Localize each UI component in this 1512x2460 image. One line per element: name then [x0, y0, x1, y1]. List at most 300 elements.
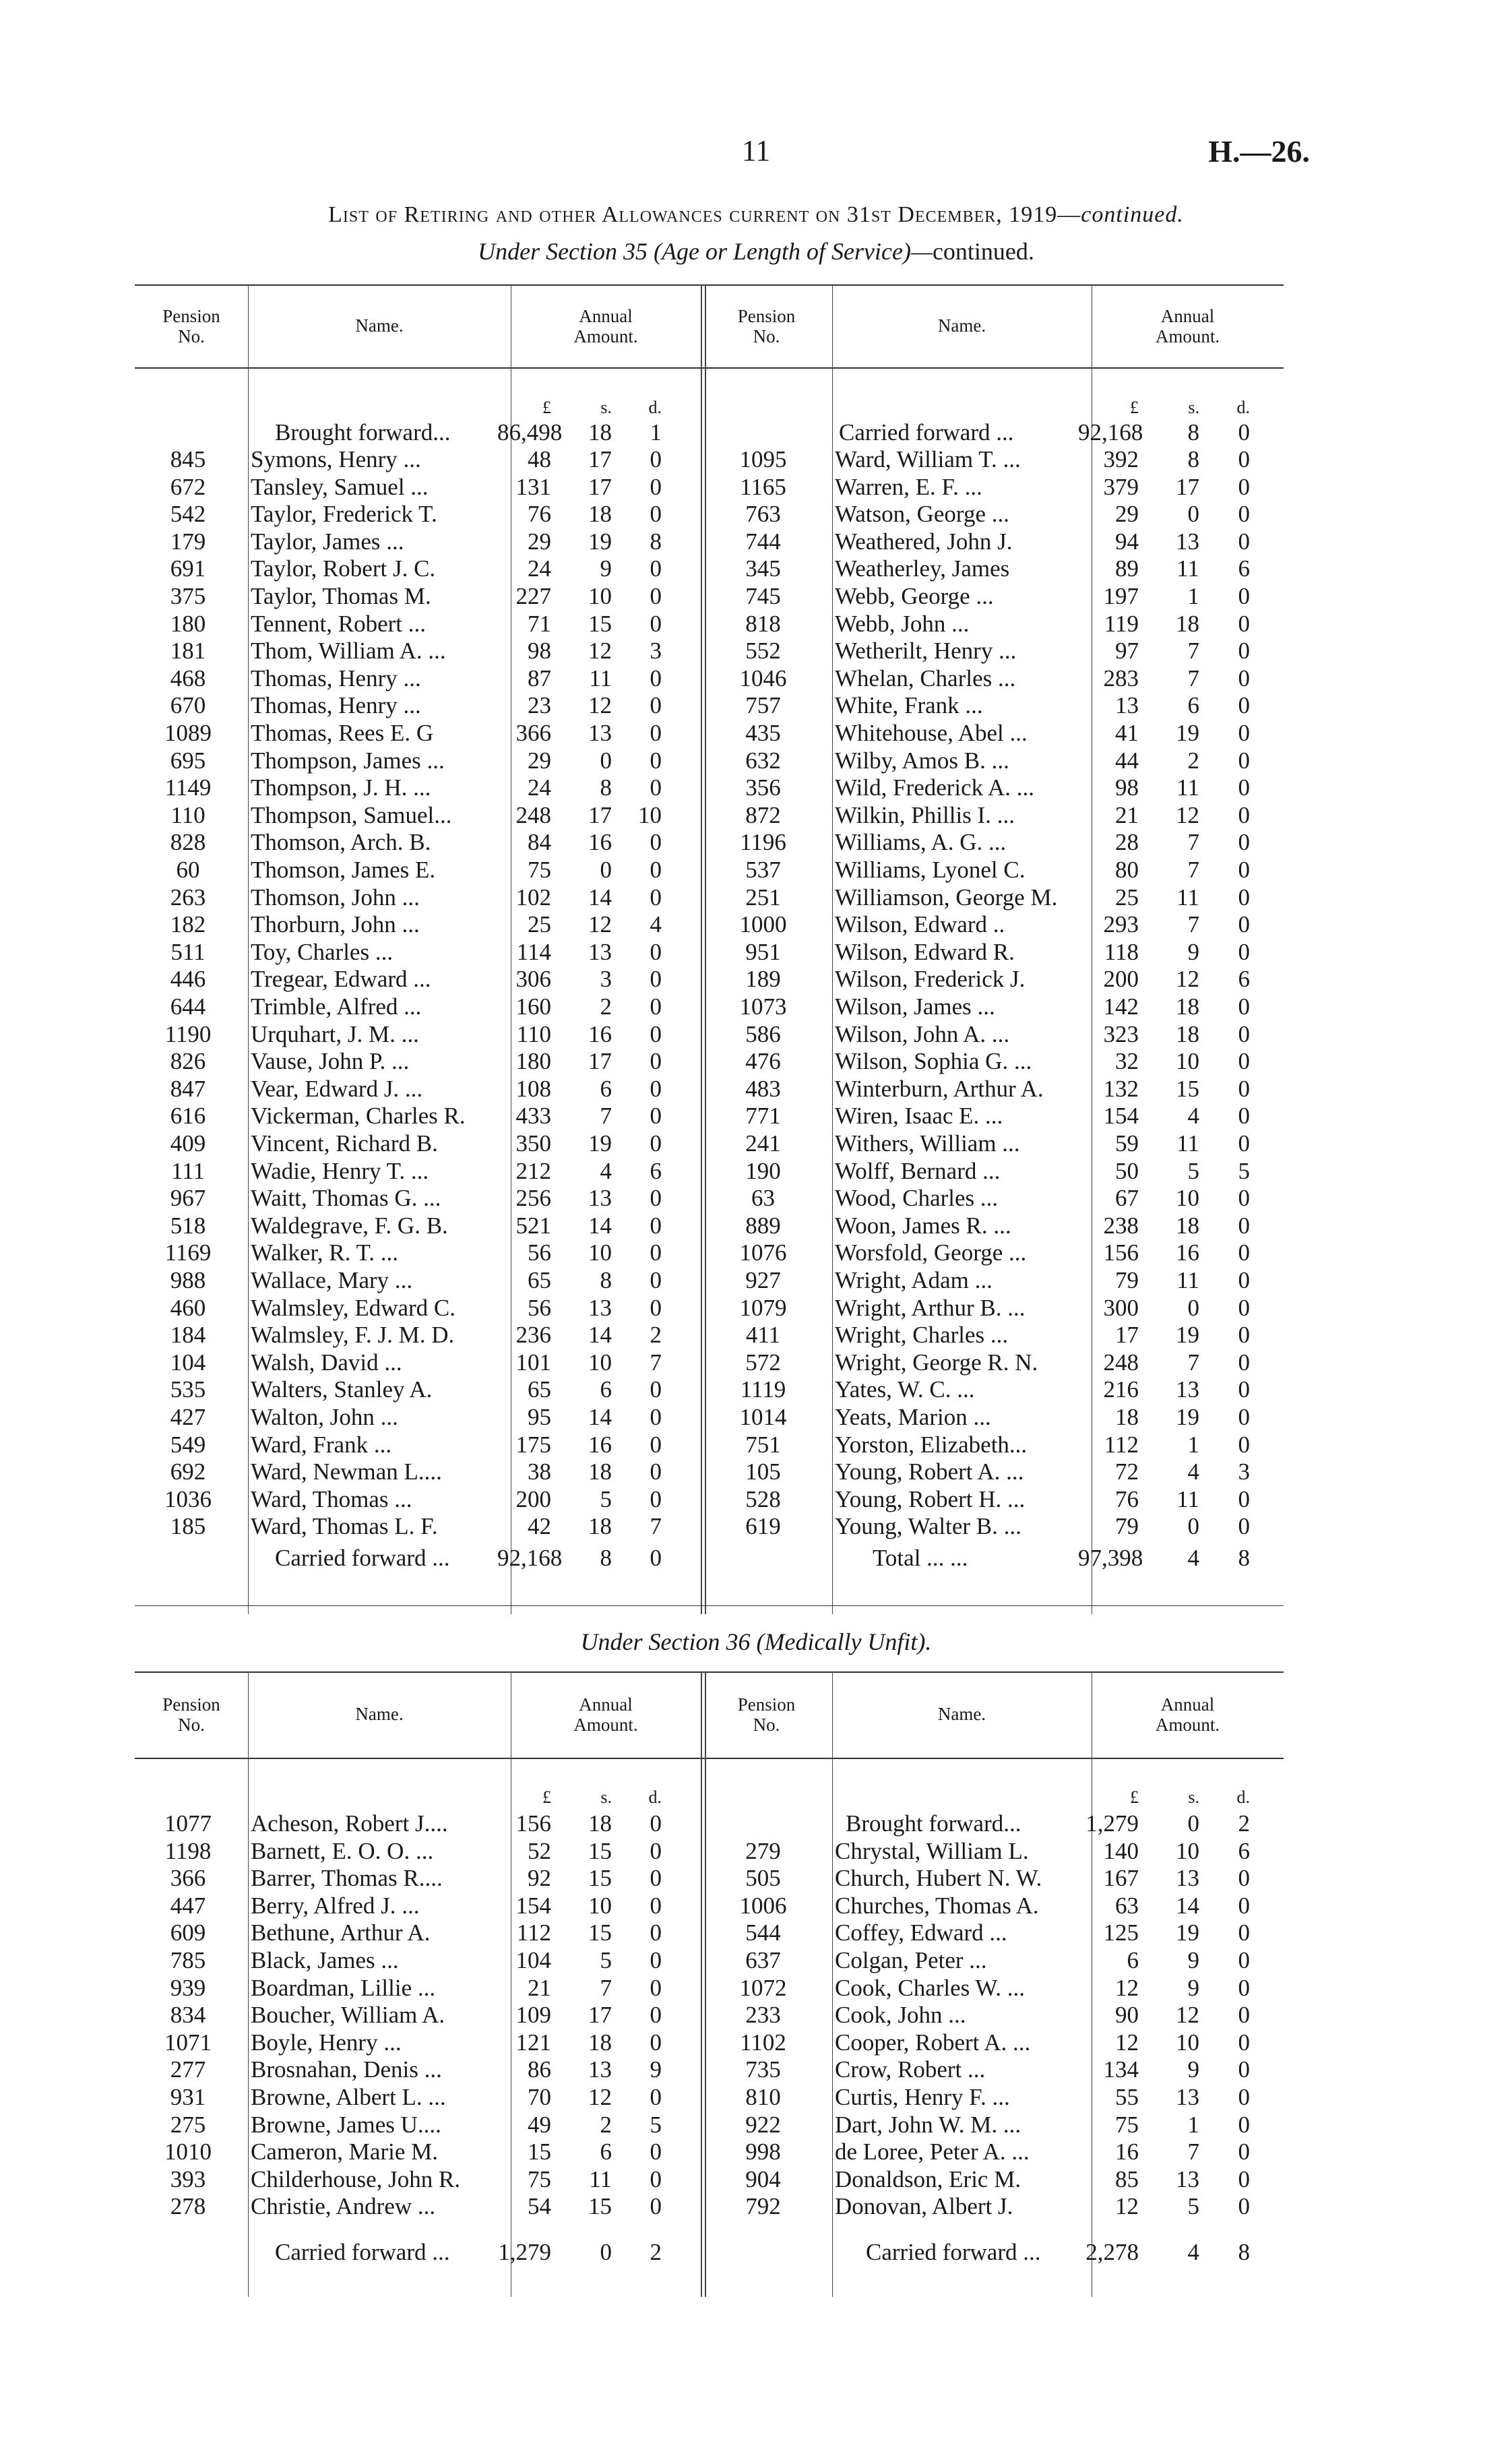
pensioner-name: Waldegrave, F. G. B.: [251, 1212, 448, 1239]
pensioner-name: Boucher, William A.: [251, 2002, 445, 2029]
table-row: [701, 1919, 1284, 1946]
annual-amount-shillings: 19: [588, 1130, 612, 1157]
annual-amount-pounds: 38: [528, 1458, 551, 1485]
annual-amount-shillings: 19: [1176, 1322, 1199, 1349]
annual-amount-pounds: 433: [515, 1103, 551, 1130]
annual-amount-shillings: 7: [1187, 2139, 1199, 2165]
annual-amount-pence: 0: [650, 1810, 662, 1837]
annual-amount-shillings: 2: [1187, 747, 1199, 774]
title-main: List of Retiring and other Allowances current on 31st December, 1919—: [328, 202, 1081, 227]
pensioner-name: Waitt, Thomas G. ...: [251, 1185, 441, 1212]
sec36-right-name-header: Name.: [937, 1704, 986, 1724]
annual-amount-shillings: 11: [1176, 1130, 1199, 1157]
annual-amount-pounds: 197: [1103, 583, 1139, 609]
annual-amount-shillings: 0: [600, 857, 612, 883]
pension-no-label: Pension: [737, 305, 796, 326]
pension-no-label: Pension: [162, 305, 220, 326]
pensioner-name: Wilson, Frederick J.: [835, 966, 1026, 993]
annual-amount-pounds: 248: [1103, 1349, 1139, 1376]
pension-no: 185: [170, 1513, 206, 1540]
pensioner-name: Withers, William ...: [835, 1130, 1020, 1157]
annual-amount-shillings: 18: [1176, 1020, 1199, 1047]
pension-no: 818: [745, 610, 781, 637]
pensioner-name: Yates, W. C. ...: [835, 1376, 975, 1403]
annual-amount-shillings: 10: [1176, 1048, 1199, 1075]
pensioner-name: Black, James ...: [251, 1947, 399, 1973]
annual-amount-pounds: 41: [1115, 720, 1139, 746]
table-row: [701, 2112, 1284, 2139]
annual-amount-pence: 0: [1238, 1239, 1250, 1266]
annual-amount-pounds: 54: [528, 2193, 551, 2220]
annual-amount-shillings: 12: [588, 638, 612, 665]
annual-amount-pence: 0: [650, 1239, 662, 1266]
pension-no: 1072: [739, 1974, 787, 2001]
annual-amount-pence: 0: [650, 774, 662, 801]
annual-amount-pounds: 24: [528, 774, 551, 801]
annual-amount-pence: 6: [1238, 1837, 1250, 1864]
pension-no: 411: [745, 1322, 781, 1349]
pensioner-name: Taylor, Robert J. C.: [251, 555, 436, 582]
pension-no-label: Pension: [737, 1694, 796, 1715]
annual-amount-pounds: 110: [516, 1020, 551, 1047]
annual-amount-shillings: 12: [588, 911, 612, 938]
pensioner-name: Watson, George ...: [835, 501, 1009, 528]
pension-no-label: Pension: [162, 1694, 220, 1715]
pension-no: 872: [745, 801, 781, 828]
pensioner-name: Church, Hubert N. W.: [835, 1865, 1042, 1892]
sec35-left-pound-unit: £: [542, 398, 551, 417]
pensioner-name: Taylor, Thomas M.: [251, 583, 431, 609]
annual-amount-shillings: 16: [588, 1431, 612, 1458]
pensioner-name: Walsh, David ...: [251, 1349, 402, 1376]
sec35-left-brought-forward-pounds: 86,498: [497, 419, 563, 445]
pensioner-name: Vincent, Richard B.: [251, 1130, 438, 1157]
annual-amount-pounds: 16: [1115, 2139, 1139, 2165]
pensioner-name: Tennent, Robert ...: [251, 610, 426, 637]
annual-amount-shillings: 15: [588, 1919, 612, 1946]
annual-amount-shillings: 18: [1176, 993, 1199, 1020]
annual-amount-pence: 0: [650, 1294, 662, 1321]
pension-no: 251: [745, 884, 781, 911]
annual-amount-shillings: 15: [588, 1837, 612, 1864]
pension-no: 1071: [164, 2029, 212, 2056]
pension-no: 792: [745, 2193, 781, 2220]
pensioner-name: Thomson, Arch. B.: [251, 829, 431, 856]
annual-amount-pounds: 95: [528, 1404, 551, 1430]
annual-amount-pence: 0: [1238, 583, 1250, 609]
table-row: [135, 2029, 701, 2056]
pensioner-name: Young, Walter B. ...: [835, 1513, 1021, 1540]
annual-amount-pounds: 175: [515, 1431, 551, 1458]
table-row: [135, 2166, 701, 2193]
annual-amount-shillings: 2: [600, 2111, 612, 2138]
sec36-right-brought-forward-pence: 2: [1238, 1810, 1250, 1837]
pensioner-name: Wilson, Edward R.: [835, 938, 1015, 965]
pension-no: 572: [745, 1349, 781, 1376]
annual-amount-shillings: 19: [1176, 1404, 1199, 1430]
annual-amount-pence: 0: [650, 1130, 662, 1157]
annual-amount-pounds: 23: [528, 692, 551, 719]
pension-no: 889: [745, 1212, 781, 1239]
annual-amount-pence: 0: [1238, 2029, 1250, 2056]
annual-amount-pounds: 154: [515, 1892, 551, 1919]
annual-amount-pence: 0: [650, 2139, 662, 2165]
annual-amount-pence: 0: [1238, 774, 1250, 801]
amount-label: Annual: [1160, 1694, 1215, 1715]
pensioner-name: Wilby, Amos B. ...: [835, 747, 1009, 774]
pension-no: 763: [745, 501, 781, 528]
pensioner-name: Chrystal, William L.: [835, 1837, 1029, 1864]
annual-amount-pounds: 200: [1103, 966, 1139, 993]
sec35-left-carried-forward-shillings: 8: [600, 1545, 612, 1571]
annual-amount-shillings: 7: [1187, 857, 1199, 883]
annual-amount-shillings: 15: [588, 610, 612, 637]
annual-amount-pounds: 98: [528, 638, 551, 665]
annual-amount-pounds: 89: [1115, 555, 1139, 582]
annual-amount-pence: 0: [1238, 884, 1250, 911]
annual-amount-shillings: 10: [588, 1349, 612, 1376]
pensioner-name: Taylor, Frederick T.: [251, 501, 437, 528]
page-number: 11: [741, 134, 771, 167]
annual-amount-pounds: 156: [515, 1810, 551, 1837]
annual-amount-pence: 6: [1238, 966, 1250, 993]
sec36-right-carried-forward-shillings: 4: [1187, 2239, 1199, 2265]
pension-no: 468: [170, 665, 206, 691]
annual-amount-pounds: 323: [1103, 1020, 1139, 1047]
pension-no: 180: [170, 610, 206, 637]
annual-amount-pence: 5: [650, 2111, 662, 2138]
pension-no: 366: [170, 1865, 206, 1892]
pension-no: 460: [170, 1294, 206, 1321]
annual-amount-pounds: 50: [1115, 1157, 1139, 1184]
annual-amount-shillings: 0: [1187, 501, 1199, 528]
pensioner-name: Worsfold, George ...: [835, 1239, 1027, 1266]
annual-amount-pence: 0: [650, 473, 662, 500]
annual-amount-pence: 0: [650, 1485, 662, 1512]
annual-amount-pence: 0: [1238, 993, 1250, 1020]
table-row: [135, 1893, 701, 1919]
pension-no: 632: [745, 747, 781, 774]
sec36-right-amount-header: [1092, 1694, 1284, 1735]
annual-amount-pence: 7: [650, 1349, 662, 1376]
pension-no: 278: [170, 2193, 206, 2220]
annual-amount-pounds: 21: [528, 1974, 551, 2001]
sec35-left-carried-forward-label: Carried forward ...: [275, 1545, 450, 1571]
annual-amount-pounds: 112: [1104, 1431, 1139, 1458]
annual-amount-pence: 0: [650, 1020, 662, 1047]
annual-amount-pounds: 90: [1115, 2002, 1139, 2029]
annual-amount-pounds: 80: [1115, 857, 1139, 883]
sec36-right-pension-no-header: [701, 1694, 832, 1735]
sec36-left-carried-forward-shillings: 0: [600, 2239, 612, 2265]
pension-no: 691: [170, 555, 206, 582]
annual-amount-pounds: 87: [528, 665, 551, 691]
annual-amount-pence: 0: [650, 1919, 662, 1946]
annual-amount-pence: 0: [650, 1865, 662, 1892]
annual-amount-pence: 0: [650, 665, 662, 691]
subtitle-section: Under Section 35 (Age or Length of Service)—: [478, 238, 933, 265]
annual-amount-shillings: 7: [1187, 665, 1199, 691]
table-row: [135, 2056, 701, 2083]
pensioner-name: Coffey, Edward ...: [835, 1919, 1007, 1946]
annual-amount-pounds: 132: [1103, 1075, 1139, 1102]
annual-amount-shillings: 13: [588, 2056, 612, 2083]
annual-amount-shillings: 11: [589, 2165, 612, 2192]
pensioner-name: Urquhart, J. M. ...: [251, 1020, 419, 1047]
pension-no: 189: [745, 966, 781, 993]
annual-amount-pounds: 97: [1115, 638, 1139, 665]
sec35-total-pounds: 97,398: [1078, 1545, 1143, 1571]
sec35-right-carried-forward-pounds: 92,168: [1078, 419, 1143, 445]
pension-no: 275: [170, 2111, 206, 2138]
table-row: [701, 2193, 1284, 2220]
annual-amount-pence: 0: [650, 857, 662, 883]
annual-amount-shillings: 16: [1176, 1239, 1199, 1266]
pensioner-name: Williams, A. G. ...: [835, 829, 1007, 856]
annual-amount-pence: 0: [1238, 1376, 1250, 1403]
pension-no: 637: [745, 1947, 781, 1973]
pensioner-name: Taylor, James ...: [251, 528, 404, 555]
annual-amount-pounds: 79: [1115, 1267, 1139, 1293]
annual-amount-shillings: 11: [1176, 884, 1199, 911]
pension-no: 427: [170, 1404, 206, 1430]
annual-amount-pounds: 65: [528, 1376, 551, 1403]
pension-no: 1079: [739, 1294, 787, 1321]
pension-no: 1006: [739, 1892, 787, 1919]
pension-no: 552: [745, 638, 781, 665]
annual-amount-shillings: 17: [588, 473, 612, 500]
pensioner-name: Whitehouse, Abel ...: [835, 720, 1028, 746]
table-row: [135, 1865, 701, 1892]
annual-amount-pounds: 200: [515, 1485, 551, 1512]
sec35-right-pound-unit: £: [1130, 398, 1139, 417]
annual-amount-pence: 0: [1238, 1185, 1250, 1212]
annual-amount-shillings: 5: [600, 1947, 612, 1973]
annual-amount-pounds: 92: [528, 1865, 551, 1892]
annual-amount-shillings: 10: [1176, 1185, 1199, 1212]
pension-no: 1149: [164, 774, 212, 801]
annual-amount-pence: 0: [1238, 638, 1250, 665]
annual-amount-pence: 0: [1238, 473, 1250, 500]
annual-amount-pence: 0: [650, 446, 662, 472]
pensioner-name: Walmsley, F. J. M. D.: [251, 1322, 455, 1349]
annual-amount-pounds: 65: [528, 1267, 551, 1293]
pension-no: 785: [170, 1947, 206, 1973]
annual-amount-pence: 0: [650, 610, 662, 637]
pension-no: 951: [745, 938, 781, 965]
pensioner-name: Thom, William A. ...: [251, 638, 446, 665]
annual-amount-pence: 0: [1238, 1947, 1250, 1973]
annual-amount-pence: 0: [1238, 1322, 1250, 1349]
annual-amount-pounds: 238: [1103, 1212, 1139, 1239]
annual-amount-pounds: 75: [528, 2165, 551, 2192]
annual-amount-pounds: 521: [515, 1212, 551, 1239]
annual-amount-shillings: 13: [1176, 1865, 1199, 1892]
pensioner-name: Childerhouse, John R.: [251, 2165, 461, 2192]
annual-amount-shillings: 5: [1187, 2193, 1199, 2220]
sec35-total-label: Total ... ...: [873, 1545, 968, 1571]
pensioner-name: Boyle, Henry ...: [251, 2029, 402, 2056]
pensioner-name: Tregear, Edward ...: [251, 966, 431, 993]
annual-amount-pounds: 118: [1104, 938, 1139, 965]
pension-no: 672: [170, 473, 206, 500]
annual-amount-pence: 0: [1238, 2111, 1250, 2138]
annual-amount-pence: 0: [650, 938, 662, 965]
pensioner-name: Thomson, James E.: [251, 857, 436, 883]
pensioner-name: Webb, John ...: [835, 610, 970, 637]
annual-amount-shillings: 18: [1176, 610, 1199, 637]
annual-amount-pence: 3: [1238, 1458, 1250, 1485]
annual-amount-pence: 0: [650, 720, 662, 746]
annual-amount-shillings: 14: [588, 1404, 612, 1430]
table-row: [701, 2056, 1284, 2083]
pension-no: 263: [170, 884, 206, 911]
pension-no: 771: [745, 1103, 781, 1130]
pensioner-name: Acheson, Robert J....: [251, 1810, 448, 1837]
annual-amount-pounds: 52: [528, 1837, 551, 1864]
annual-amount-pounds: 256: [515, 1185, 551, 1212]
pension-no: 446: [170, 966, 206, 993]
pensioner-name: Walmsley, Edward C.: [251, 1294, 456, 1321]
annual-amount-pence: 8: [650, 528, 662, 555]
pension-no: 1076: [739, 1239, 787, 1266]
sec36-right-shilling-unit: s.: [1188, 1787, 1199, 1807]
pensioner-name: Wallace, Mary ...: [251, 1267, 413, 1293]
annual-amount-pence: 6: [1238, 555, 1250, 582]
annual-amount-pence: 0: [1238, 446, 1250, 472]
annual-amount-shillings: 6: [1187, 692, 1199, 719]
annual-amount-pounds: 75: [1115, 2111, 1139, 2138]
pension-no: 528: [745, 1485, 781, 1512]
annual-amount-pounds: 12: [1115, 2029, 1139, 2056]
annual-amount-shillings: 10: [1176, 1837, 1199, 1864]
annual-amount-pounds: 283: [1103, 665, 1139, 691]
amount-label2: Amount.: [1155, 1715, 1220, 1735]
annual-amount-pounds: 85: [1115, 2165, 1139, 2192]
sec35-left-name-header: Name.: [355, 315, 404, 336]
pension-no: 744: [745, 528, 781, 555]
annual-amount-shillings: 19: [1176, 720, 1199, 746]
annual-amount-shillings: 0: [1187, 1294, 1199, 1321]
annual-amount-shillings: 11: [1176, 1485, 1199, 1512]
pension-no: 111: [171, 1157, 205, 1184]
annual-amount-pence: 0: [650, 555, 662, 582]
pensioner-name: Wetherilt, Henry ...: [835, 638, 1017, 665]
annual-amount-shillings: 8: [1187, 446, 1199, 472]
pensioner-name: Ward, Frank ...: [251, 1431, 392, 1458]
annual-amount-shillings: 12: [588, 2084, 612, 2110]
annual-amount-shillings: 11: [1176, 555, 1199, 582]
pension-no-label2: No.: [178, 326, 205, 346]
pension-no: 483: [745, 1075, 781, 1102]
pension-no: 1010: [164, 2139, 212, 2165]
pensioner-name: Thompson, James ...: [251, 747, 445, 774]
sec35-right-name-header: Name.: [937, 315, 986, 336]
annual-amount-shillings: 1: [1187, 1431, 1199, 1458]
pension-no-label2: No.: [753, 1715, 780, 1735]
annual-amount-shillings: 18: [588, 1810, 612, 1837]
pensioner-name: Thomas, Rees E. G: [251, 720, 434, 746]
annual-amount-pence: 0: [650, 1376, 662, 1403]
table-row: [135, 1838, 701, 1865]
pension-no: 1089: [164, 720, 212, 746]
annual-amount-pounds: 6: [1127, 1947, 1139, 1973]
annual-amount-pounds: 29: [528, 528, 551, 555]
annual-amount-pounds: 94: [1115, 528, 1139, 555]
annual-amount-shillings: 15: [1176, 1075, 1199, 1102]
annual-amount-pounds: 112: [516, 1919, 551, 1946]
pensioner-name: Yeats, Marion ...: [835, 1404, 991, 1430]
annual-amount-pence: 0: [650, 1185, 662, 1212]
pension-no: 988: [170, 1267, 206, 1293]
pensioner-name: Brosnahan, Denis ...: [251, 2056, 442, 2083]
annual-amount-shillings: 16: [588, 1020, 612, 1047]
table-row: [135, 1810, 701, 1837]
pensioner-name: Crow, Robert ...: [835, 2056, 986, 2083]
annual-amount-pence: 0: [1238, 1212, 1250, 1239]
sec35-left-shilling-unit: s.: [600, 398, 612, 417]
sec35-left-brought-forward-pence: 1: [650, 419, 662, 445]
pensioner-name: Churches, Thomas A.: [835, 1892, 1039, 1919]
pension-no: 447: [170, 1892, 206, 1919]
annual-amount-pence: 0: [1238, 2002, 1250, 2029]
pension-no: 1198: [164, 1837, 212, 1864]
pensioner-name: Wolff, Bernard ...: [835, 1157, 1001, 1184]
annual-amount-pounds: 84: [528, 829, 551, 856]
sec35-left-brought-forward-shillings: 18: [588, 419, 612, 445]
annual-amount-pounds: 29: [528, 747, 551, 774]
annual-amount-pence: 0: [1238, 2056, 1250, 2083]
pensioner-name: Yorston, Elizabeth...: [835, 1431, 1028, 1458]
annual-amount-shillings: 15: [588, 2193, 612, 2220]
annual-amount-shillings: 13: [1176, 1376, 1199, 1403]
annual-amount-pence: 0: [1238, 938, 1250, 965]
annual-amount-pence: 0: [1238, 2193, 1250, 2220]
pensioner-name: Winterburn, Arthur A.: [835, 1075, 1044, 1102]
pension-no: 549: [170, 1431, 206, 1458]
pension-no: 511: [170, 938, 206, 965]
pension-no: 409: [170, 1130, 206, 1157]
pensioner-name: Weatherley, James: [835, 555, 1010, 582]
table-row: [701, 2002, 1284, 2029]
table-row: [701, 1947, 1284, 1974]
sec36-left-pension-no-header: [135, 1694, 248, 1735]
annual-amount-pounds: 24: [528, 555, 551, 582]
annual-amount-shillings: 6: [600, 2139, 612, 2165]
annual-amount-pounds: 102: [515, 884, 551, 911]
annual-amount-pence: 0: [650, 1048, 662, 1075]
annual-amount-pence: 0: [650, 993, 662, 1020]
pension-no: 182: [170, 911, 206, 938]
annual-amount-pence: 0: [1238, 1020, 1250, 1047]
pensioner-name: Ward, Thomas L. F.: [251, 1513, 438, 1540]
annual-amount-shillings: 10: [588, 1892, 612, 1919]
pension-no: 544: [745, 1919, 781, 1946]
annual-amount-shillings: 13: [588, 1294, 612, 1321]
annual-amount-pence: 0: [1238, 720, 1250, 746]
pensioner-name: Thorburn, John ...: [251, 911, 420, 938]
pension-no: 1190: [164, 1020, 212, 1047]
annual-amount-shillings: 12: [1176, 966, 1199, 993]
pensioner-name: Williams, Lyonel C.: [835, 857, 1026, 883]
annual-amount-shillings: 6: [600, 1376, 612, 1403]
table-row: [135, 1947, 701, 1974]
pension-no: 1102: [740, 2029, 786, 2056]
annual-amount-pounds: 71: [528, 610, 551, 637]
sec36-right-pound-unit: £: [1130, 1787, 1139, 1807]
sec36-header-bottom-rule: [135, 1758, 1284, 1759]
pension-no: 1169: [164, 1239, 212, 1266]
